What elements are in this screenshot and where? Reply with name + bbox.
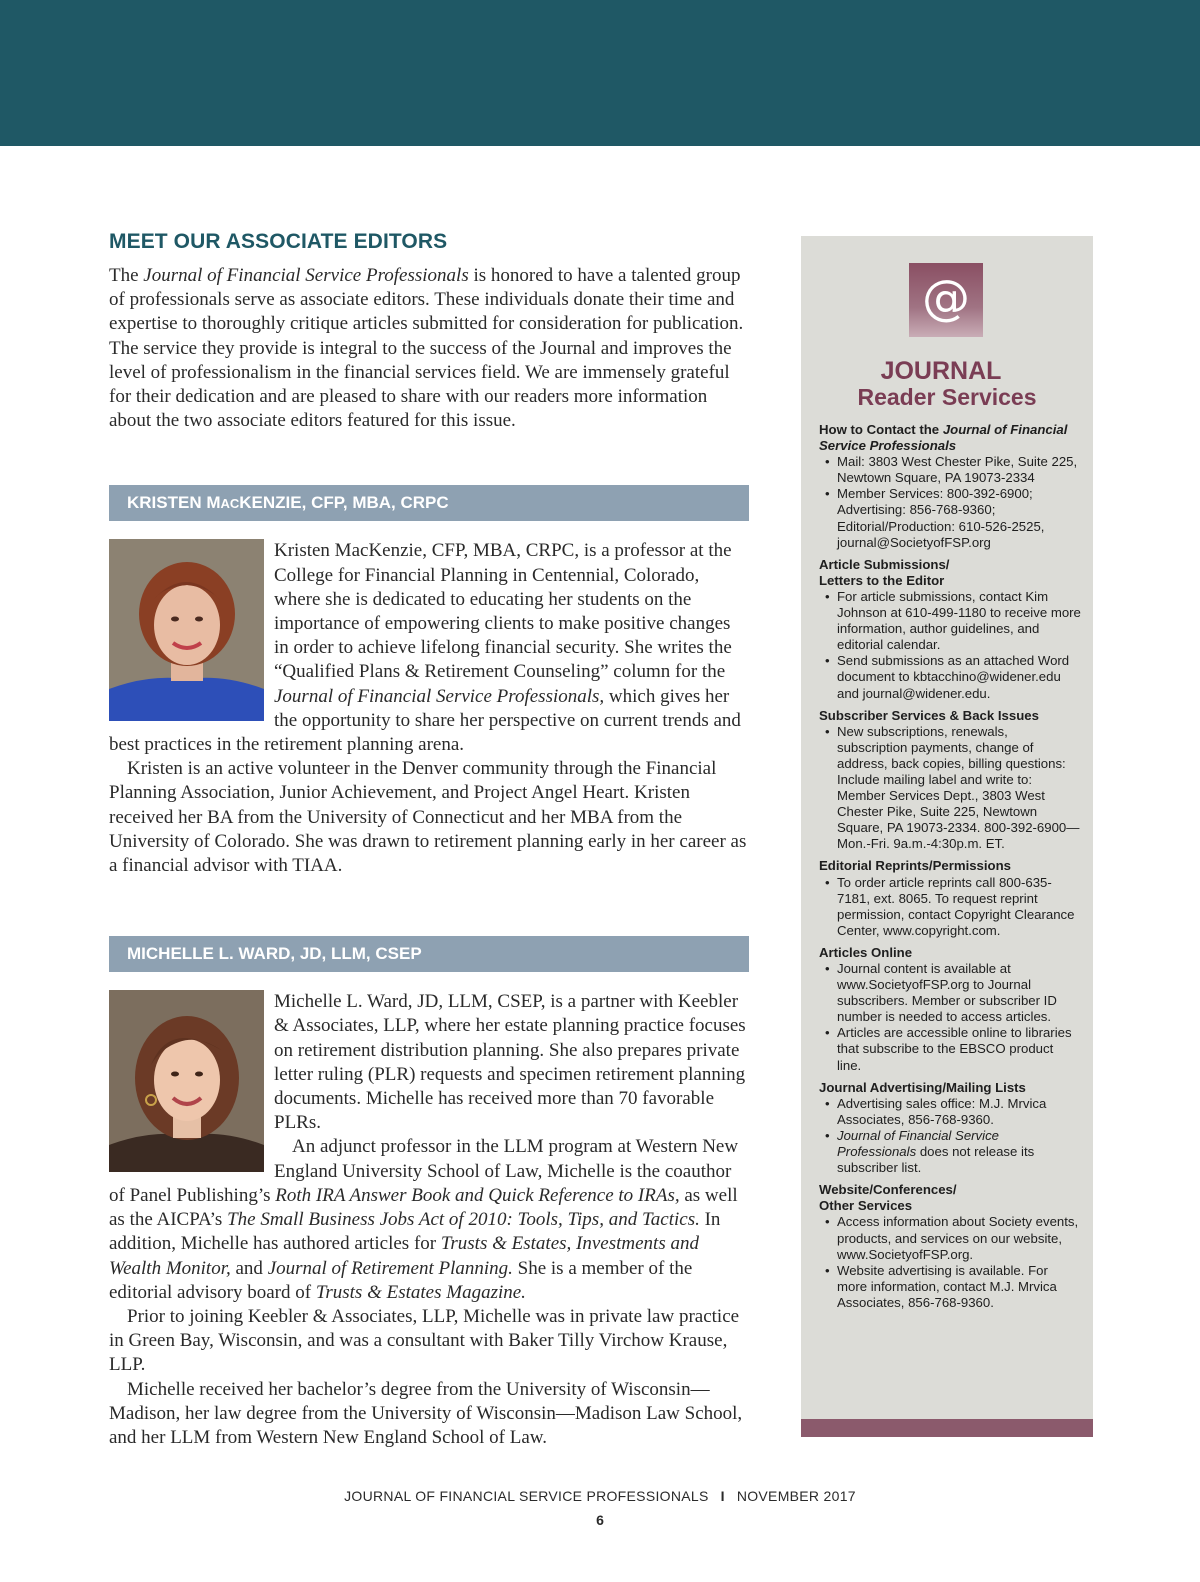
page-number: 6 <box>596 1512 604 1528</box>
sidebar-bottom-bar <box>801 1419 1093 1437</box>
page-title: MEET OUR ASSOCIATE EDITORS <box>109 230 448 253</box>
editor-2-name-bar: MICHELLE L. WARD, JD, LLM, CSEP <box>109 936 749 972</box>
editor-2-paragraph-4: Michelle received her bachelor’s degree from the University of Wisconsin—Madison, her law degree from the University of Wisconsin—Madison Law School, and her LLM from Western New England School of Law. <box>109 1378 743 1448</box>
footer <box>0 1488 1200 1504</box>
editor-2-paragraph-3: Prior to joining Keebler & Associates, LLP, Michelle was in private law practice in Green Bay, Wisconsin, and was a consultant with Baker Tilly Virchow Krause, LLP. <box>109 1305 740 1376</box>
footer-date: NOVEMBER 2017 <box>736 1488 856 1504</box>
online-section: Articles Online • Journal content is available at www.SocietyofFSP.org to Journal subscribers. Member or subscriber ID number is needed to access articles. • Articles are accessible online to libraries that subscribe to the EBSCO product line. <box>819 945 1081 1074</box>
list-item: • Send submissions as an attached Word document to kbtacchino@widener.edu and journal@widener.edu. <box>819 653 1081 701</box>
list-item: • Journal of Financial Service Professionals does not release its subscriber list. <box>819 1128 1081 1176</box>
editor-1-name-bar: KRISTEN MACKENZIE, CFP, MBA, CRPC <box>109 485 749 521</box>
subscriber-section: Subscriber Services & Back Issues • New subscriptions, renewals, subscription payments, change of address, back copies, billing questions: Include mailing label and write to: Member Services Dept., 3803 West Chester Pike, Suite 225, Newtown Square, PA 19073-2334. 800-392-6900—Mon.-Fri. 9a.m.-4:30p.m. ET. <box>819 708 1081 853</box>
editor-1-photo <box>109 539 264 721</box>
main-column <box>109 230 749 1450</box>
editor-1-paragraph-1: Kristen MacKenzie, CFP, MBA, CRPC, is a professor at the College for Financial Planning in Centennial, Colorado, where she is dedicated to educating her students on the importance of empowering clients to make positive changes in order to achieve lifelong financial security. She writes the “Qualified Plans & Retirement Counseling” column for the Journal of Financial Service Professionals, which gives her the opportunity to share her perspective on current trends and best practices in the retirement planning arena. <box>109 540 741 756</box>
list-item: • Articles are accessible online to libraries that subscribe to the EBSCO product line. <box>819 1025 1081 1073</box>
at-sign-icon: @ <box>909 263 983 337</box>
advertising-section: Journal Advertising/Mailing Lists • Advertising sales office: M.J. Mrvica Associates, 856-768-9360. • Journal of Financial Service Professionals does not release its subscriber list. <box>819 1080 1081 1177</box>
intro-paragraph: The Journal of Financial Service Professionals is honored to have a talented group of professionals serve as associate editors. These individuals donate their time and expertise to thoroughly critique articles submitted for consideration for publication. The service they provide is integral to the success of the Journal and improves the level of professionalism in the financial services field. We are immensely grateful for their dedication and are pleased to share with our readers more information about the two associate editors featured for this issue. <box>109 265 744 432</box>
list-item: • For article submissions, contact Kim Johnson at 610-499-1180 to receive more information, author guidelines, and editorial calendar. <box>819 589 1081 653</box>
list-item: • Website advertising is available. For more information, contact M.J. Mrvica Associates, 856-768-9360. <box>819 1263 1081 1311</box>
editor-2-paragraph-1: Michelle L. Ward, JD, LLM, CSEP, is a partner with Keebler & Associates, LLP, where her estate planning practice focuses on retirement distribution planning. She also prepares private letter ruling (PLR) requests and specimen retirement planning documents. Michelle has received more than 70 favorable PLRs. <box>274 991 746 1134</box>
sidebar-content <box>819 422 1081 1317</box>
list-item: • Member Services: 800-392-6900; Advertising: 856-768-9360; Editorial/Production: 610-526-2525, journal@SocietyofFSP.org <box>819 486 1081 550</box>
list-item: • Journal content is available at www.SocietyofFSP.org to Journal subscribers. Member or subscriber ID number is needed to access articles. <box>819 961 1081 1025</box>
list-item: • Advertising sales office: M.J. Mrvica Associates, 856-768-9360. <box>819 1096 1081 1128</box>
editor-2-photo <box>109 990 264 1172</box>
list-item: • To order article reprints call 800-635-7181, ext. 8065. To request reprint permission, contact Copyright Clearance Center, www.copyright.com. <box>819 875 1081 939</box>
editor-2-paragraph-2: An adjunct professor in the LLM program at Western New England University School of Law, Michelle is the coauthor of Panel Publishing’s Roth IRA Answer Book and Quick Reference to IRAs, as well as the AICPA’s The Small Business Jobs Act of 2010: Tools, Tips, and Tactics. In addition, Michelle has authored articles for Trusts & Estates, Investments and Wealth Monitor, and Journal of Retirement Planning. She is a member of the editorial advisory board of Trusts & Estates Magazine. <box>109 1136 739 1303</box>
header-band <box>0 0 1200 146</box>
reprints-section: Editorial Reprints/Permissions • To order article reprints call 800-635-7181, ext. 8065. To request reprint permission, contact Copyright Clearance Center, www.copyright.com. <box>819 858 1081 938</box>
list-item: • Mail: 3803 West Chester Pike, Suite 225, Newtown Square, PA 19073-2334 <box>819 454 1081 486</box>
reader-services-sidebar <box>801 236 1093 1437</box>
footer-separator: I <box>720 1488 725 1504</box>
footer-journal: JOURNAL OF FINANCIAL SERVICE PROFESSIONALS <box>344 1488 709 1504</box>
contact-section: How to Contact the Journal of Financial Service Professionals • Mail: 3803 West Chester Pike, Suite 225, Newtown Square, PA 19073-2334 • Member Services: 800-392-6900; Advertising: 856-768-9360; Editorial/Production: 610-526-2525, journal@SocietyofFSP.org <box>819 422 1081 551</box>
list-item: • New subscriptions, renewals, subscription payments, change of address, back copies, billing questions: Include mailing label and write to: Member Services Dept., 3803 West Chester Pike, Suite 225, Newtown Square, PA 19073-2334. 800-392-6900—Mon.-Fri. 9a.m.-4:30p.m. ET. <box>819 724 1081 853</box>
submissions-section: Article Submissions/ Letters to the Editor • For article submissions, contact Kim Johnson at 610-499-1180 to receive more information, author guidelines, and editorial calendar. • Send submissions as an attached Word document to kbtacchino@widener.edu and journal@widener.edu. <box>819 557 1081 702</box>
editor-1-paragraph-2: Kristen is an active volunteer in the Denver community through the Financial Planning Association, Junior Achievement, and Project Angel Heart. Kristen received her BA from the University of Connecticut and her MBA from the University of Colorado. She was drawn to retirement planning early in her career as a financial advisor with TIAA. <box>109 758 747 877</box>
sidebar-title: JOURNAL Reader Services <box>857 357 1037 410</box>
list-item: • Access information about Society events, products, and services on our website, www.SocietyofFSP.org. <box>819 1214 1081 1262</box>
website-section: Website/Conferences/ Other Services • Access information about Society events, products, and services on our website, www.SocietyofFSP.org. • Website advertising is available. For more information, contact M.J. Mrvica Associates, 856-768-9360. <box>819 1182 1081 1311</box>
